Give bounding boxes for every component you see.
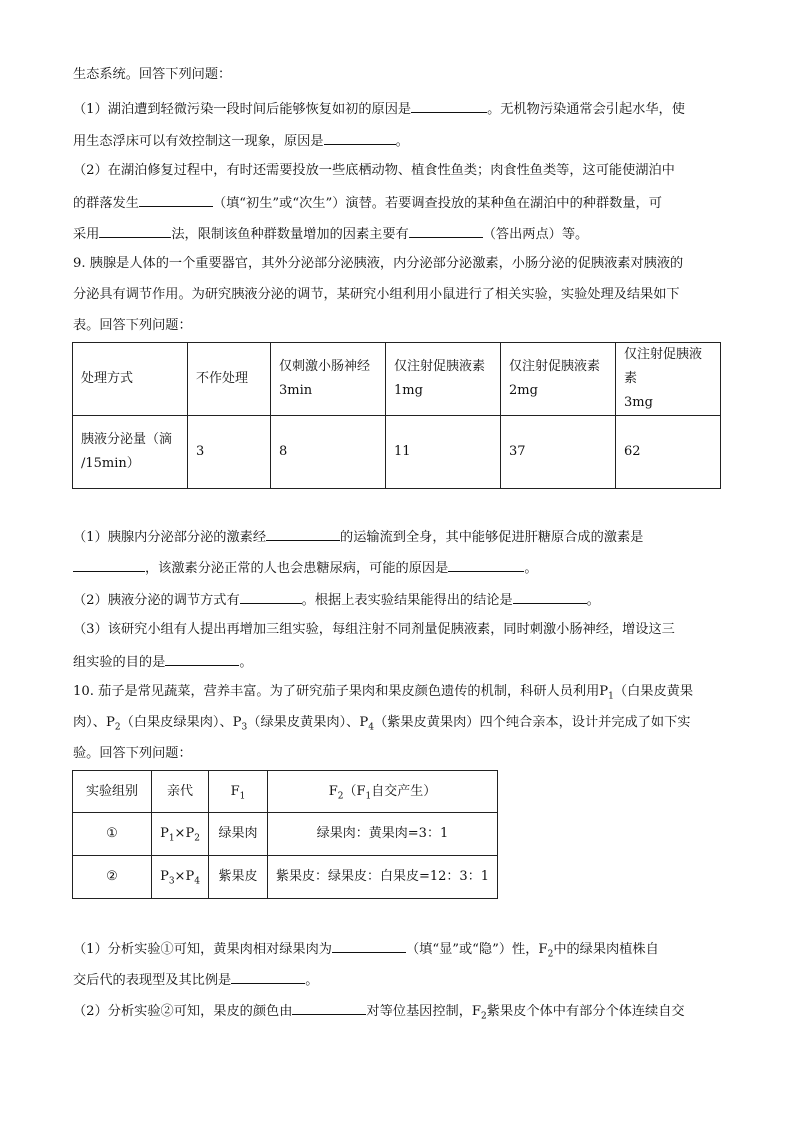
value-cell: 8 [271, 416, 386, 489]
header-cell: 仅刺激小肠神经 3min [271, 343, 386, 416]
question-9-line-3: 表。回答下列问题： [73, 318, 192, 333]
question-10-part-1b: 交后代的表现型及其比例是 。 [73, 969, 318, 991]
answer-blank[interactable] [292, 1000, 366, 1015]
value-cell: 11 [386, 416, 501, 489]
question-10-part-1: （1）分析实验①可知，黄果肉相对绿果肉为 （填“显”或“隐”）性，$F_2$中的绿果肉植株自 [73, 938, 659, 960]
text-line-5: 的群落发生 （填“初生”或“次生”）演替。若要调查投放的某种鱼在湖泊中的种群数量，可 [73, 192, 662, 214]
f1-cell: 绿果肉 [209, 813, 268, 856]
answer-blank[interactable] [324, 130, 396, 145]
question-9-part-2: （2）胰液分泌的调节方式有 。根据上表实验结果能得出的结论是 。 [73, 589, 600, 611]
table-eggplant [72, 770, 498, 899]
text-line-6: 采用 法，限制该鱼种群数量增加的因素主要有 （答出两点）等。 [73, 223, 588, 245]
table-row [73, 856, 498, 899]
header-cell: $F_2(F_1$自交产生） [268, 771, 498, 813]
answer-blank[interactable] [513, 589, 587, 604]
answer-blank[interactable] [332, 938, 406, 953]
header-cell: $F_1$ [209, 771, 268, 813]
table-pancreas [72, 342, 721, 489]
question-10-line-3: 验。回答下列问题： [73, 746, 192, 761]
question-9-part-1: （1）胰腺内分泌部分泌的激素经 的运输流到全身，其中能够促进肝糖原合成的激素是 [73, 526, 643, 548]
answer-blank[interactable] [231, 969, 305, 984]
answer-blank[interactable] [73, 557, 145, 572]
question-9-line-1: 9. 胰腺是人体的一个重要器官，其外分泌部分泌胰液，内分泌部分泌激素，小肠分泌的促胰液素对胰液的 [73, 256, 684, 271]
group-cell: ② [73, 856, 152, 899]
value-cell: 62 [616, 416, 721, 489]
header-cell: 亲代 [152, 771, 209, 813]
question-9-part-3b: 组实验的目的是 。 [73, 651, 253, 673]
answer-blank[interactable] [266, 526, 340, 541]
question-10-line-2: 肉）、$P_2$（白果皮绿果肉）、$P_3$（绿果皮黄果肉）、$P_4$（紫果皮黄果肉）四个纯合亲本，设计并完成了如下实 [73, 715, 691, 733]
header-cell: 不作处理 [188, 343, 271, 416]
f1-cell: 紫果皮 [209, 856, 268, 899]
f2-cell: 紫果皮：绿果皮：白果皮=12：3：1 [268, 856, 498, 899]
header-cell: 仅注射促胰液素 3mg [616, 343, 721, 416]
answer-blank[interactable] [99, 223, 171, 238]
question-10-part-2: （2）分析实验②可知，果皮的颜色由 对等位基因控制，$F_2$紫果皮个体中有部分个体连续自交 [73, 1000, 685, 1022]
question-10-line-1: 10. 茄子是常见蔬菜，营养丰富。为了研究茄子果肉和果皮颜色遗传的机制，科研人员利用$P_1$（白果皮黄果 [73, 684, 694, 702]
parent-cell: $P_1\times P_2$ [152, 813, 209, 856]
answer-blank[interactable] [139, 192, 213, 207]
text-line-3: 用生态浮床可以有效控制这一现象，原因是 。 [73, 130, 409, 152]
question-9-line-2: 分泌具有调节作用。为研究胰液分泌的调节，某研究小组利用小鼠进行了相关实验，实验处理及结果如下 [73, 287, 680, 302]
header-cell: 仅注射促胰液素 2mg [501, 343, 616, 416]
answer-blank[interactable] [409, 223, 483, 238]
table-header-row [73, 771, 498, 813]
text-line-4: （2）在湖泊修复过程中，有时还需要投放一些底栖动物、植食性鱼类；肉食性鱼类等，这可能使湖泊中 [73, 163, 675, 178]
header-cell: 处理方式 [73, 343, 188, 416]
header-cell: 实验组别 [73, 771, 152, 813]
table-header-row [73, 343, 721, 416]
text-line-2: （1）湖泊遭到轻微污染一段时间后能够恢复如初的原因是 。无机物污染通常会引起水华，使 [73, 98, 685, 120]
table-row [73, 416, 721, 489]
value-cell: 3 [188, 416, 271, 489]
question-9-part-3: （3）该研究小组有人提出再增加三组实验，每组注射不同剂量促胰液素，同时刺激小肠神经，增设这三 [73, 622, 675, 637]
answer-blank[interactable] [165, 651, 239, 666]
answer-blank[interactable] [240, 589, 302, 604]
header-cell: 仅注射促胰液素 1mg [386, 343, 501, 416]
parent-cell: $P_3\times P_4$ [152, 856, 209, 899]
table-row [73, 813, 498, 856]
text-line-1: 生态系统。回答下列问题： [73, 67, 232, 82]
value-cell: 37 [501, 416, 616, 489]
row-label-cell: 胰液分泌量（滴 /15min） [73, 416, 188, 489]
answer-blank[interactable] [411, 98, 487, 113]
group-cell: ① [73, 813, 152, 856]
question-9-part-1b: ，该激素分泌正常的人也会患糖尿病，可能的原因是 。 [73, 557, 538, 579]
f2-cell: 绿果肉：黄果肉=3：1 [268, 813, 498, 856]
answer-blank[interactable] [448, 557, 524, 572]
